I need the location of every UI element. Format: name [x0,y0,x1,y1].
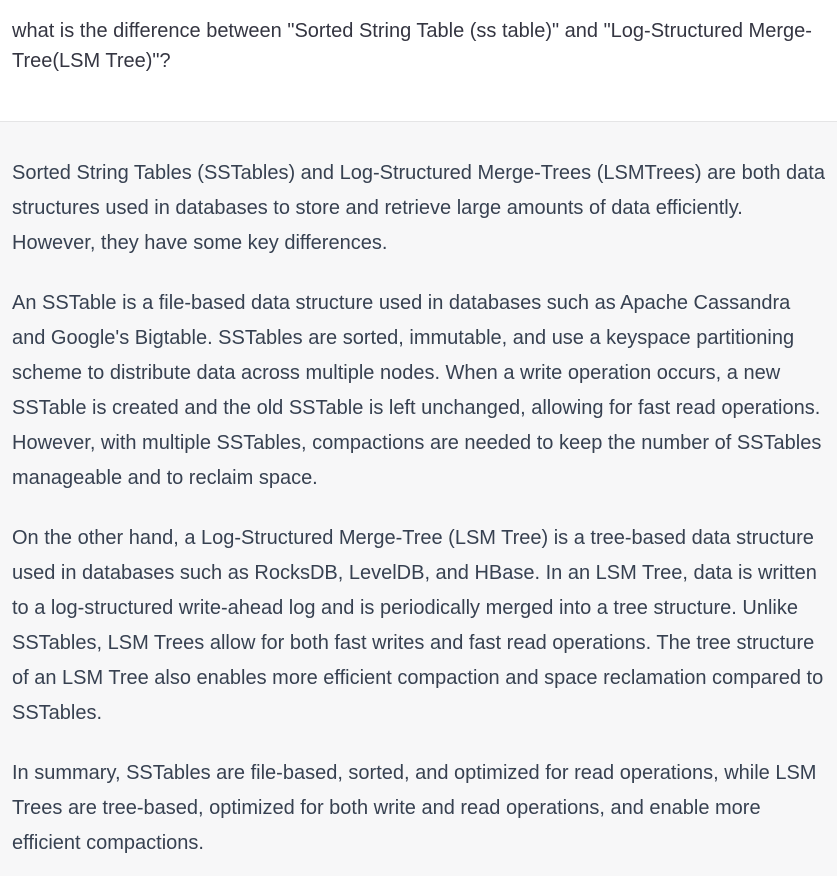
answer-paragraph-1: Sorted String Tables (SSTables) and Log-Structured Merge-Trees (LSMTrees) are both data structures used in databases to store and retrieve large amounts of data efficiently. However, they have some key differences. [12,162,825,254]
user-message-text: what is the difference between "Sorted String Table (ss table)" and "Log-Structured Merge-Tree(LSM Tree)"? [12,20,812,72]
assistant-message [0,122,837,876]
user-message [0,0,837,122]
answer-paragraph-4: In summary, SSTables are file-based, sorted, and optimized for read operations, while LSM Trees are tree-based, optimized for both write and read operations, and enable more efficient compactions. [12,762,817,854]
answer-paragraph-3: On the other hand, a Log-Structured Merge-Tree (LSM Tree) is a tree-based data structure used in databases such as RocksDB, LevelDB, and HBase. In an LSM Tree, data is written to a log-structured write-ahead log and is periodically merged into a tree structure. Unlike SSTables, LSM Trees allow for both fast writes and fast read operations. The tree structure of an LSM Tree also enables more efficient compaction and space reclamation compared to SSTables. [12,527,824,724]
answer-paragraph-2: An SSTable is a file-based data structure used in databases such as Apache Cassandra and Google's Bigtable. SSTables are sorted, immutable, and use a keyspace partitioning scheme to distribute data across multiple nodes. When a write operation occurs, a new SSTable is created and the old SSTable is left unchanged, allowing for fast read operations. However, with multiple SSTables, compactions are needed to keep the number of SSTables manageable and to reclaim space. [12,292,822,489]
